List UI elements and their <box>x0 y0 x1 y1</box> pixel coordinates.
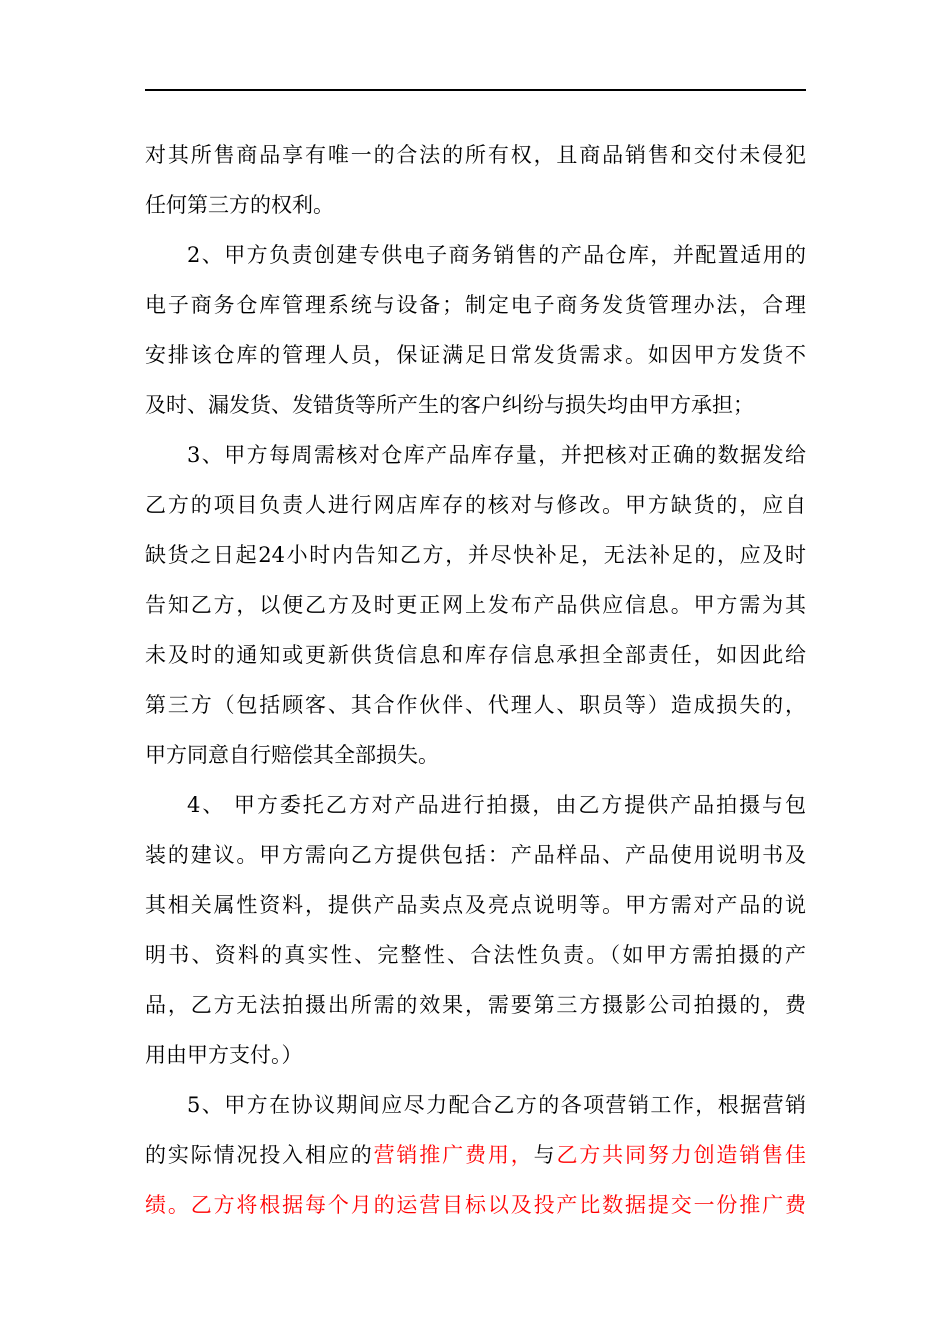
text-line <box>145 1180 806 1230</box>
text-line <box>145 630 806 680</box>
text-line <box>145 580 806 630</box>
highlighted-text: 绩。乙方将根据每个月的运营目标以及投产比数据提交一份推广费 <box>145 1193 806 1217</box>
text-line <box>145 1130 806 1180</box>
text-segment: 用由甲方支付。） <box>145 1043 303 1067</box>
text-line <box>145 430 806 480</box>
text-line <box>145 130 806 180</box>
highlighted-text: 营销推广费用， <box>373 1143 534 1167</box>
text-segment: 的实际情况投入相应的 <box>145 1143 374 1167</box>
text-segment: 未及时的通知或更新供货信息和库存信息承担全部责任，如因此给 <box>145 643 806 667</box>
text-line <box>145 980 806 1030</box>
text-segment: 对其所售商品享有唯一的合法的所有权，且商品销售和交付未侵犯 <box>145 143 806 167</box>
text-line <box>145 780 806 830</box>
text-segment: 2、甲方负责创建专供电子商务销售的产品仓库，并配置适用的 <box>187 243 806 267</box>
text-segment: 缺货之日起24小时内告知乙方，并尽快补足，无法补足的，应及时 <box>145 543 806 567</box>
text-line <box>145 530 806 580</box>
text-segment: 其相关属性资料，提供产品卖点及亮点说明等。甲方需对产品的说 <box>145 893 806 917</box>
text-segment: 3、甲方每周需核对仓库产品库存量，并把核对正确的数据发给 <box>187 443 806 467</box>
text-line <box>145 330 806 380</box>
text-segment: 电子商务仓库管理系统与设备；制定电子商务发货管理办法，合理 <box>145 293 806 317</box>
text-line <box>145 730 806 780</box>
header-rule <box>145 89 806 91</box>
text-segment: 5、甲方在协议期间应尽力配合乙方的各项营销工作，根据营销 <box>187 1093 806 1117</box>
text-line <box>145 930 806 980</box>
text-segment: 第三方（包括顾客、其合作伙伴、代理人、职员等）造成损失的， <box>145 693 806 717</box>
text-line <box>145 680 806 730</box>
document-body <box>145 130 806 1230</box>
text-segment: 4、 甲方委托乙方对产品进行拍摄，由乙方提供产品拍摄与包 <box>187 793 806 817</box>
highlighted-text: 乙方共同努力创造销售佳 <box>556 1143 807 1167</box>
text-segment: 告知乙方，以便乙方及时更正网上发布产品供应信息。甲方需为其 <box>145 593 806 617</box>
text-segment: 明书、资料的真实性、完整性、合法性负责。（如甲方需拍摄的产 <box>145 943 806 967</box>
text-line <box>145 830 806 880</box>
text-line <box>145 480 806 530</box>
text-segment: 及时、漏发货、发错货等所产生的客户纠纷与损失均由甲方承担； <box>145 393 754 417</box>
text-segment: 安排该仓库的管理人员，保证满足日常发货需求。如因甲方发货不 <box>145 343 806 367</box>
text-line <box>145 880 806 930</box>
text-segment: 甲方同意自行赔偿其全部损失。 <box>145 743 439 767</box>
text-line <box>145 280 806 330</box>
text-line <box>145 180 806 230</box>
text-segment: 与 <box>533 1143 557 1167</box>
text-segment: 乙方的项目负责人进行网店库存的核对与修改。甲方缺货的，应自 <box>145 493 806 517</box>
text-segment: 装的建议。甲方需向乙方提供包括：产品样品、产品使用说明书及 <box>145 843 806 867</box>
text-line <box>145 380 806 430</box>
text-line <box>145 1030 806 1080</box>
text-segment: 任何第三方的权利。 <box>145 193 334 217</box>
text-line <box>145 1080 806 1130</box>
text-segment: 品，乙方无法拍摄出所需的效果，需要第三方摄影公司拍摄的，费 <box>145 993 806 1017</box>
text-line <box>145 230 806 280</box>
